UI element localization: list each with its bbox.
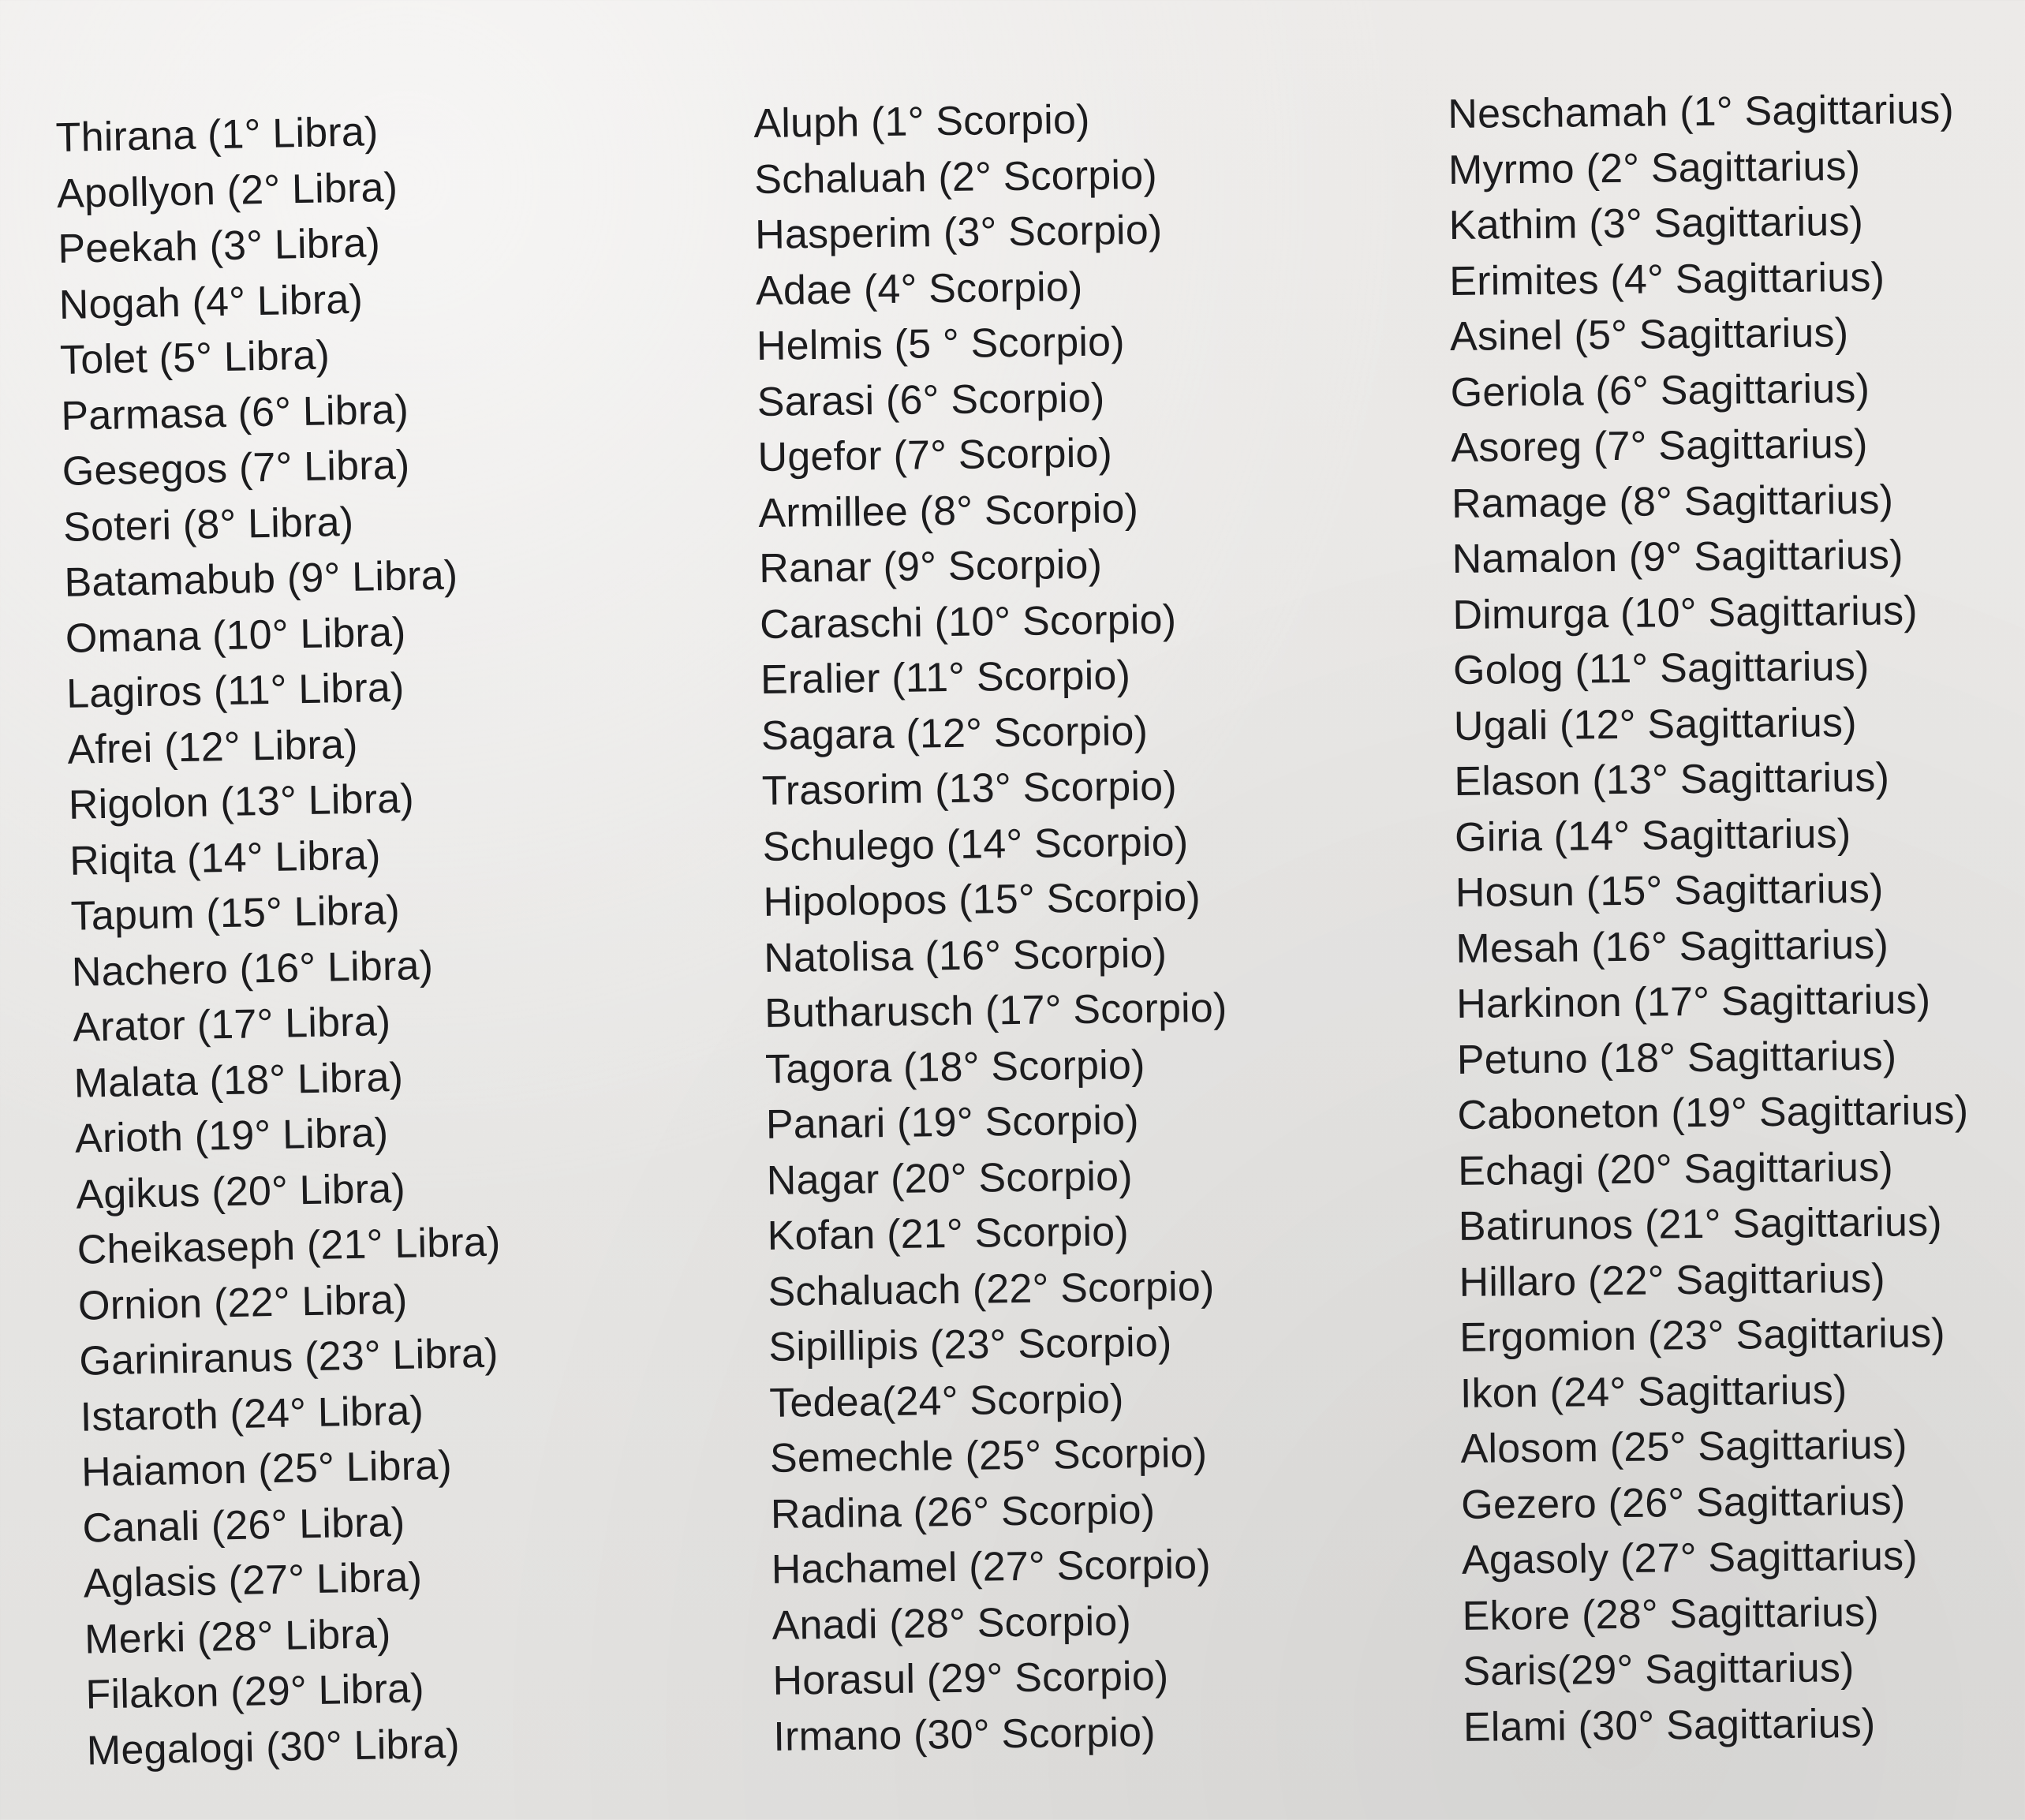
sagittarius-entry-3: Kathim (3° Sagittarius) (1448, 198, 1864, 249)
scorpio-entry-28: Anadi (28° Scorpio) (772, 1598, 1132, 1649)
libra-entry-9: Batamabub (9° Libra) (63, 552, 458, 606)
scorpio-entry-13: Trasorim (13° Scorpio) (761, 763, 1178, 814)
libra-entry-28: Merki (28° Libra) (84, 1610, 391, 1663)
libra-entry-2: Apollyon (2° Libra) (56, 164, 398, 217)
scorpio-entry-21: Kofan (21° Scorpio) (767, 1209, 1130, 1259)
libra-entry-20: Agikus (20° Libra) (75, 1165, 406, 1218)
scorpio-entry-22: Schaluach (22° Scorpio) (768, 1263, 1215, 1315)
libra-entry-1: Thirana (1° Libra) (55, 109, 379, 161)
scorpio-column (753, 88, 1452, 1764)
scorpio-entry-19: Panari (19° Scorpio) (765, 1097, 1140, 1148)
sagittarius-entry-6: Geriola (6° Sagittarius) (1450, 365, 1870, 416)
libra-entry-29: Filakon (29° Libra) (85, 1665, 425, 1718)
scorpio-entry-6: Sarasi (6° Scorpio) (757, 375, 1105, 425)
libra-entry-19: Arioth (19° Libra) (74, 1110, 389, 1162)
sagittarius-entry-5: Asinel (5° Sagittarius) (1449, 310, 1849, 360)
scorpio-entry-9: Ranar (9° Scorpio) (758, 541, 1103, 592)
libra-entry-12: Afrei (12° Libra) (67, 721, 359, 773)
libra-entry-23: Gariniranus (23° Libra) (78, 1330, 499, 1385)
scorpio-entry-24: Tedea(24° Scorpio) (768, 1375, 1124, 1426)
sagittarius-entry-4: Erimites (4° Sagittarius) (1449, 254, 1885, 305)
sagittarius-entry-22: Hillaro (22° Sagittarius) (1459, 1255, 1886, 1306)
sagittarius-entry-17: Harkinon (17° Sagittarius) (1455, 977, 1931, 1027)
sagittarius-entry-11: Golog (11° Sagittarius) (1452, 643, 1870, 693)
sagittarius-entry-10: Dimurga (10° Sagittarius) (1452, 587, 1919, 638)
libra-entry-8: Soteri (8° Libra) (62, 499, 354, 551)
sagittarius-entry-24: Ikon (24° Sagittarius) (1459, 1366, 1848, 1417)
libra-entry-14: Riqita (14° Libra) (69, 832, 382, 884)
libra-entry-30: Megalogi (30° Libra) (86, 1721, 461, 1774)
scorpio-entry-25: Semechle (25° Scorpio) (769, 1430, 1208, 1482)
scorpio-entry-1: Aluph (1° Scorpio) (753, 96, 1090, 147)
scorpio-entry-11: Eralier (11° Scorpio) (760, 652, 1131, 703)
sagittarius-entry-21: Batirunos (21° Sagittarius) (1458, 1199, 1943, 1250)
sagittarius-entry-18: Petuno (18° Sagittarius) (1456, 1033, 1897, 1083)
scorpio-entry-16: Natolisa (16° Scorpio) (763, 930, 1168, 981)
scorpio-entry-26: Radina (26° Scorpio) (770, 1486, 1156, 1538)
scorpio-entry-27: Hachamel (27° Scorpio) (771, 1542, 1212, 1593)
scorpio-entry-23: Sipillipis (23° Scorpio) (768, 1319, 1172, 1370)
scorpio-entry-17: Butharusch (17° Scorpio) (764, 985, 1227, 1037)
sagittarius-entry-7: Asoreg (7° Sagittarius) (1451, 420, 1868, 471)
sagittarius-entry-2: Myrmo (2° Sagittarius) (1448, 143, 1861, 193)
libra-entry-25: Haiamon (25° Libra) (80, 1442, 453, 1496)
scorpio-entry-7: Ugefor (7° Scorpio) (757, 430, 1113, 480)
libra-entry-24: Istaroth (24° Libra) (80, 1387, 424, 1441)
sagittarius-entry-9: Namalon (9° Sagittarius) (1451, 532, 1904, 582)
scorpio-entry-4: Adae (4° Scorpio) (755, 263, 1083, 314)
scorpio-entry-30: Irmano (30° Scorpio) (773, 1709, 1156, 1760)
sagittarius-entry-15: Hosun (15° Sagittarius) (1455, 865, 1884, 916)
scorpio-entry-5: Helmis (5 ° Scorpio) (756, 319, 1126, 369)
scorpio-entry-20: Nagar (20° Scorpio) (766, 1153, 1134, 1204)
libra-entry-11: Lagiros (11° Libra) (65, 664, 405, 717)
sagittarius-entry-14: Giria (14° Sagittarius) (1454, 810, 1851, 861)
scorpio-entry-10: Caraschi (10° Scorpio) (759, 596, 1177, 648)
sagittarius-entry-8: Ramage (8° Sagittarius) (1451, 476, 1894, 527)
sagittarius-entry-26: Gezero (26° Sagittarius) (1460, 1478, 1906, 1528)
sagittarius-entry-28: Ekore (28° Sagittarius) (1462, 1589, 1880, 1639)
libra-entry-18: Malata (18° Libra) (73, 1054, 404, 1107)
sagittarius-entry-30: Elami (30° Sagittarius) (1463, 1700, 1876, 1751)
libra-entry-3: Peekah (3° Libra) (57, 220, 381, 272)
libra-column (55, 97, 765, 1778)
scorpio-entry-15: Hipolopos (15° Scorpio) (763, 874, 1201, 925)
libra-entry-26: Canali (26° Libra) (81, 1499, 405, 1552)
sagittarius-entry-20: Echagi (20° Sagittarius) (1457, 1144, 1894, 1194)
sagittarius-entry-12: Ugali (12° Sagittarius) (1453, 699, 1857, 749)
sagittarius-entry-23: Ergomion (23° Sagittarius) (1459, 1310, 1946, 1361)
libra-entry-10: Omana (10° Libra) (65, 609, 407, 662)
libra-entry-16: Nachero (16° Libra) (71, 942, 434, 996)
libra-entry-15: Tapum (15° Libra) (70, 887, 401, 940)
sagittarius-entry-13: Elason (13° Sagittarius) (1454, 754, 1890, 805)
libra-entry-6: Parmasa (6° Libra) (60, 386, 409, 439)
sagittarius-entry-19: Caboneton (19° Sagittarius) (1457, 1087, 1969, 1138)
libra-entry-21: Cheikaseph (21° Libra) (77, 1219, 502, 1273)
libra-entry-13: Rigolon (13° Libra) (68, 775, 415, 828)
libra-entry-22: Ornion (22° Libra) (77, 1276, 409, 1329)
scorpio-entry-18: Tagora (18° Scorpio) (764, 1041, 1145, 1093)
scorpio-entry-2: Schaluah (2° Scorpio) (753, 151, 1158, 203)
sagittarius-entry-16: Mesah (16° Sagittarius) (1455, 921, 1889, 972)
libra-entry-4: Nogah (4° Libra) (58, 276, 364, 328)
sagittarius-entry-1: Neschamah (1° Sagittarius) (1448, 86, 1955, 137)
sagittarius-column (1448, 80, 2025, 1755)
libra-entry-5: Tolet (5° Libra) (59, 332, 331, 383)
scorpio-entry-3: Hasperim (3° Scorpio) (754, 207, 1163, 258)
scorpio-entry-12: Sagara (12° Scorpio) (760, 708, 1149, 759)
scorpio-entry-14: Schulego (14° Scorpio) (762, 818, 1189, 870)
libra-entry-27: Aglasis (27° Libra) (83, 1554, 423, 1607)
sagittarius-entry-27: Agasoly (27° Sagittarius) (1461, 1533, 1919, 1583)
sagittarius-entry-29: Saris(29° Sagittarius) (1463, 1645, 1855, 1695)
sagittarius-entry-25: Alosom (25° Sagittarius) (1460, 1422, 1907, 1472)
libra-entry-17: Arator (17° Libra) (72, 999, 391, 1051)
libra-entry-7: Gesegos (7° Libra) (62, 442, 410, 495)
scorpio-entry-29: Horasul (29° Scorpio) (772, 1653, 1169, 1704)
scorpio-entry-8: Armillee (8° Scorpio) (758, 485, 1139, 536)
